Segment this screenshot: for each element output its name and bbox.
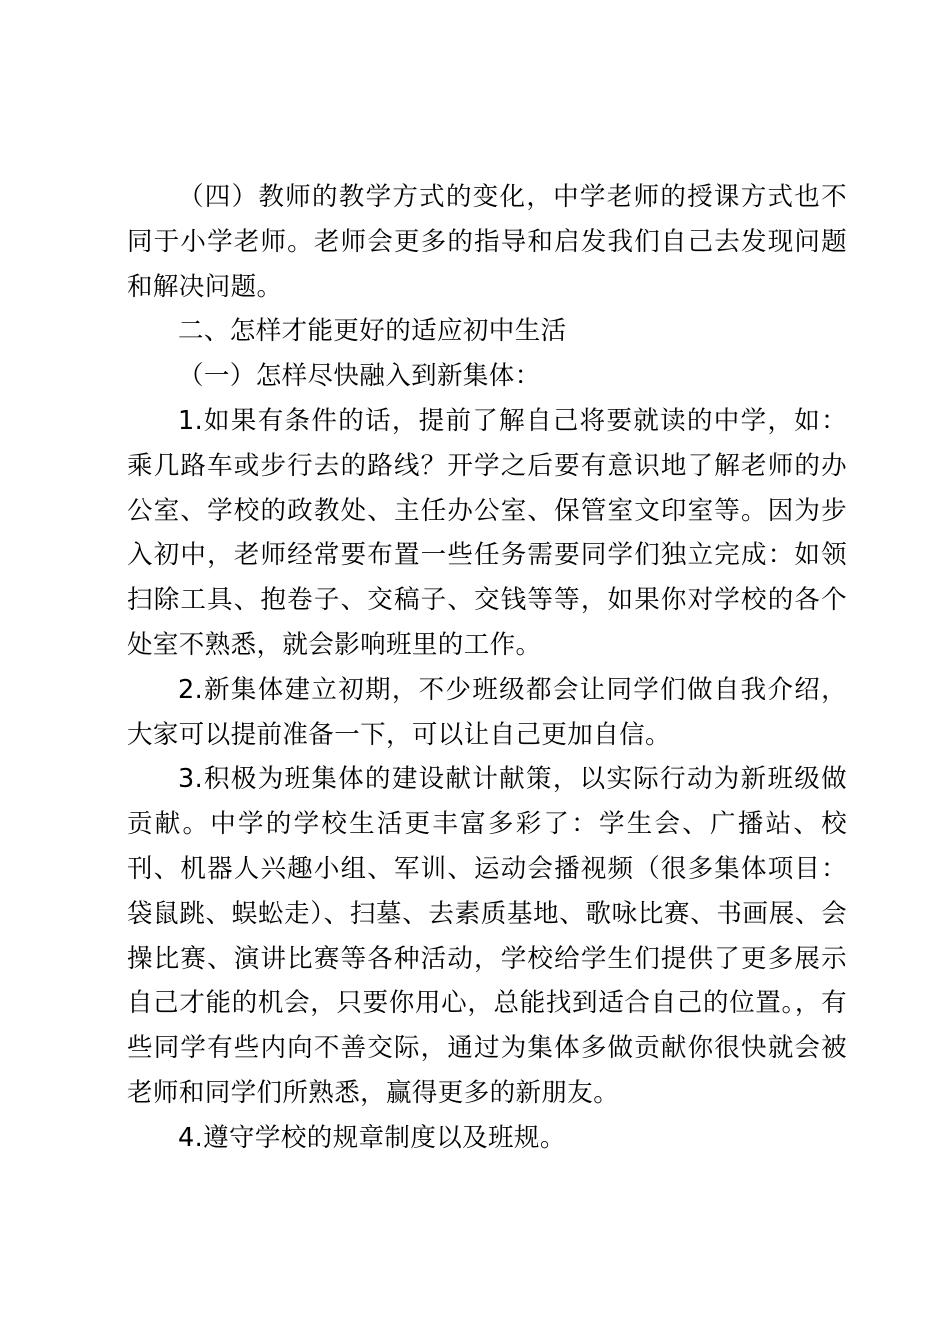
paragraph-item-3: 3.积极为班集体的建设献计献策，以实际行动为新班级做贡献。中学的学校生活更丰富多彩了：学生会、广播站、校刊、机器人兴趣小组、军训、运动会播视频（很多集体项目：袋鼠跳、蜈蚣走）、扫墓、去素质基地、歌咏比赛、书画展、会操比赛、演讲比赛等各种活动，学校给学生们提供了更多展示自己才能的机会，只要你用心，总能找到适合自己的位置。，有些同学有些内向不善交际，通过为集体多做贡献你很快就会被老师和同学们所熟悉，赢得更多的新朋友。 xyxy=(127,764,847,1108)
paragraph-item-2: 2.新集体建立初期，不少班级都会让同学们做自我介绍，大家可以提前准备一下，可以让自己更加自信。 xyxy=(127,674,847,750)
document-body xyxy=(127,175,847,1161)
subsection-heading-new-group: （一）怎样尽快融入到新集体： xyxy=(178,361,541,392)
section-heading-adapt: 二、怎样才能更好的适应初中生活 xyxy=(178,316,567,347)
paragraph-item-1: 1.如果有条件的话，提前了解自己将要就读的中学，如：乘几路车或步行去的路线？开学之后要有意识地了解老师的办公室、学校的政教处、主任办公室、保管室文印室等。因为步入初中，老师经常要布置一些任务需要同学们独立完成：如领扫除工具、抱卷子、交稿子、交钱等等，如果你对学校的各个处室不熟悉，就会影响班里的工作。 xyxy=(127,405,847,660)
paragraph-teaching-style: （四）教师的教学方式的变化，中学老师的授课方式也不同于小学老师。老师会更多的指导和启发我们自己去发现问题和解决问题。 xyxy=(127,182,847,302)
paragraph-item-4: 4.遵守学校的规章制度以及班规。 xyxy=(178,1122,566,1153)
